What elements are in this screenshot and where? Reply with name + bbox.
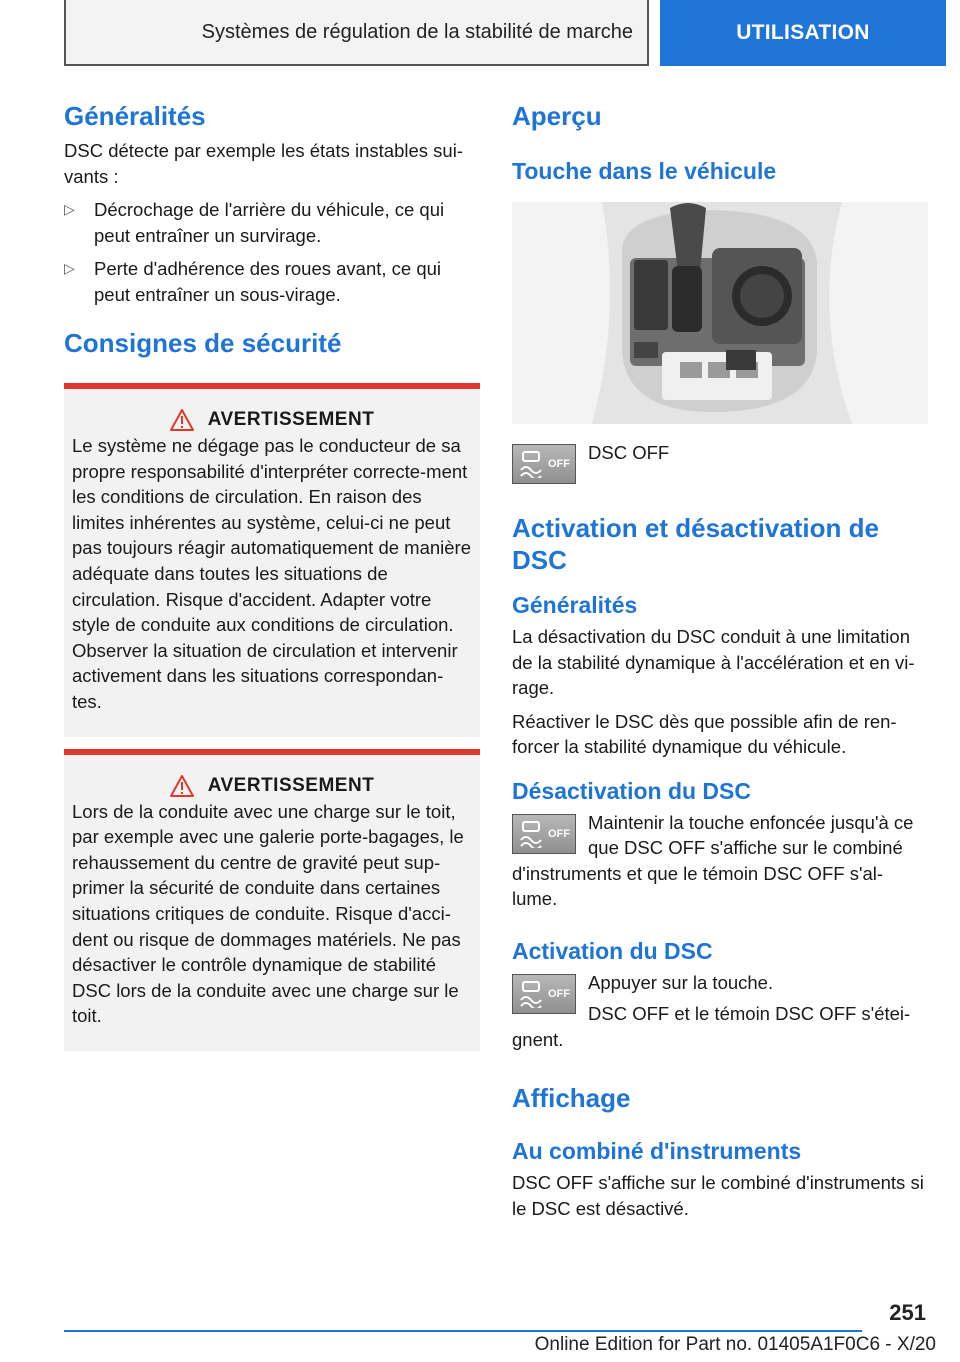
list-item: ▷ Perte d'adhérence des roues avant, ce qui peut entraîner un sous-virage. xyxy=(64,258,442,305)
desactivation-block xyxy=(512,810,928,912)
generalites-p1: La désactivation du DSC conduit à une limitation de la stabilité dynamique à l'accélération et en vi-rage. xyxy=(512,626,915,698)
activation-p2: DSC OFF et le témoin DSC OFF s'étei-gnent. xyxy=(512,1003,911,1050)
generalites-p2: Réactiver le DSC dès que possible afin de ren-forcer la stabilité dynamique du véhicule. xyxy=(512,710,897,757)
warning-text: Le système ne dégage pas le conducteur de sa propre responsabilité d'interpréter correcte-ment les conditions de circulation. En raison des limites inhérentes au système, celui-ci ne peut pas toujours réagir automatiquement de manière adéquate dans toutes les situations de circulation. Risque d'accident. Adapter votre style de conduite aux conditions de circulation. Observer la situation de circulation et intervenir activement dans les situations correspondan-tes. xyxy=(72,435,472,712)
affichage-heading: Affichage xyxy=(512,1083,631,1113)
warning-header xyxy=(72,409,472,431)
warning-triangle-icon xyxy=(170,775,194,797)
desactivation-heading: Désactivation du DSC xyxy=(512,777,751,804)
left-column xyxy=(64,100,480,1051)
section-title: Systèmes de régulation de la stabilité de marche xyxy=(64,0,649,66)
activation-dsc-heading: Activation du DSC xyxy=(512,937,713,964)
touche-heading: Touche dans le véhicule xyxy=(512,158,777,184)
warning-text: Lors de la conduite avec une charge sur le toit, par exemple avec une galerie porte-bagages, le rehaussement du centre de gravité peut sup-primer la sécurité de conduite dans certaines situations critiques de conduite. Risque d'acci-dent ou risque de dommages matériels. Ne pas désactiver le contrôle dynamique de stabilité DSC lors de la conduite avec une charge sur le toit. xyxy=(72,800,464,1027)
combine-heading: Au combiné d'instruments xyxy=(512,1138,802,1164)
warning-label: AVERTISSEMENT xyxy=(207,774,375,796)
warning-header xyxy=(72,775,472,797)
list-item: ▷ Décrochage de l'arrière du véhicule, ce qui peut entraîner un survirage. xyxy=(64,199,445,246)
activation-block xyxy=(512,970,928,1053)
dsc-off-icon: OFF xyxy=(512,974,576,1014)
apercu-heading: Aperçu xyxy=(512,101,602,131)
consignes-heading: Consignes de sécurité xyxy=(64,328,342,358)
footer-divider xyxy=(64,1330,862,1332)
warning-box xyxy=(64,383,480,737)
generalites-subheading: Généralités xyxy=(512,592,638,618)
activation-heading: Activation et désactivation de DSC xyxy=(512,513,879,575)
chapter-tab[interactable]: UTILISATION xyxy=(660,0,946,66)
combine-text: DSC OFF s'affiche sur le combiné d'instruments si le DSC est désactivé. xyxy=(512,1172,924,1219)
generalites-heading: Généralités xyxy=(64,101,206,131)
dsc-off-icon: OFF xyxy=(512,814,576,854)
center-console-photo xyxy=(512,202,928,424)
desactivation-text: Maintenir la touche enfoncée jusqu'à ce que DSC OFF s'affiche sur le combiné d'instruments et que le témoin DSC OFF s'al-lume. xyxy=(512,811,914,909)
bullet-list xyxy=(64,197,480,307)
dsc-off-row xyxy=(512,444,928,484)
warning-triangle-icon xyxy=(170,409,194,431)
activation-p1: Appuyer sur la touche. xyxy=(588,971,774,993)
right-column xyxy=(512,100,928,1221)
page-number: 251 xyxy=(889,1300,926,1325)
triangle-bullet-icon: ▷ xyxy=(64,260,75,276)
dsc-off-icon: OFF xyxy=(512,444,576,484)
generalites-intro: DSC détecte par exemple les états instables sui-vants : xyxy=(64,140,463,187)
footer-edition: Online Edition for Part no. 01405A1F0C6 - X/20 xyxy=(534,1334,936,1355)
warning-label: AVERTISSEMENT xyxy=(207,409,375,430)
page-header xyxy=(0,0,960,66)
triangle-bullet-icon: ▷ xyxy=(64,201,75,217)
warning-box xyxy=(64,749,480,1051)
dsc-off-label: DSC OFF xyxy=(588,442,670,463)
